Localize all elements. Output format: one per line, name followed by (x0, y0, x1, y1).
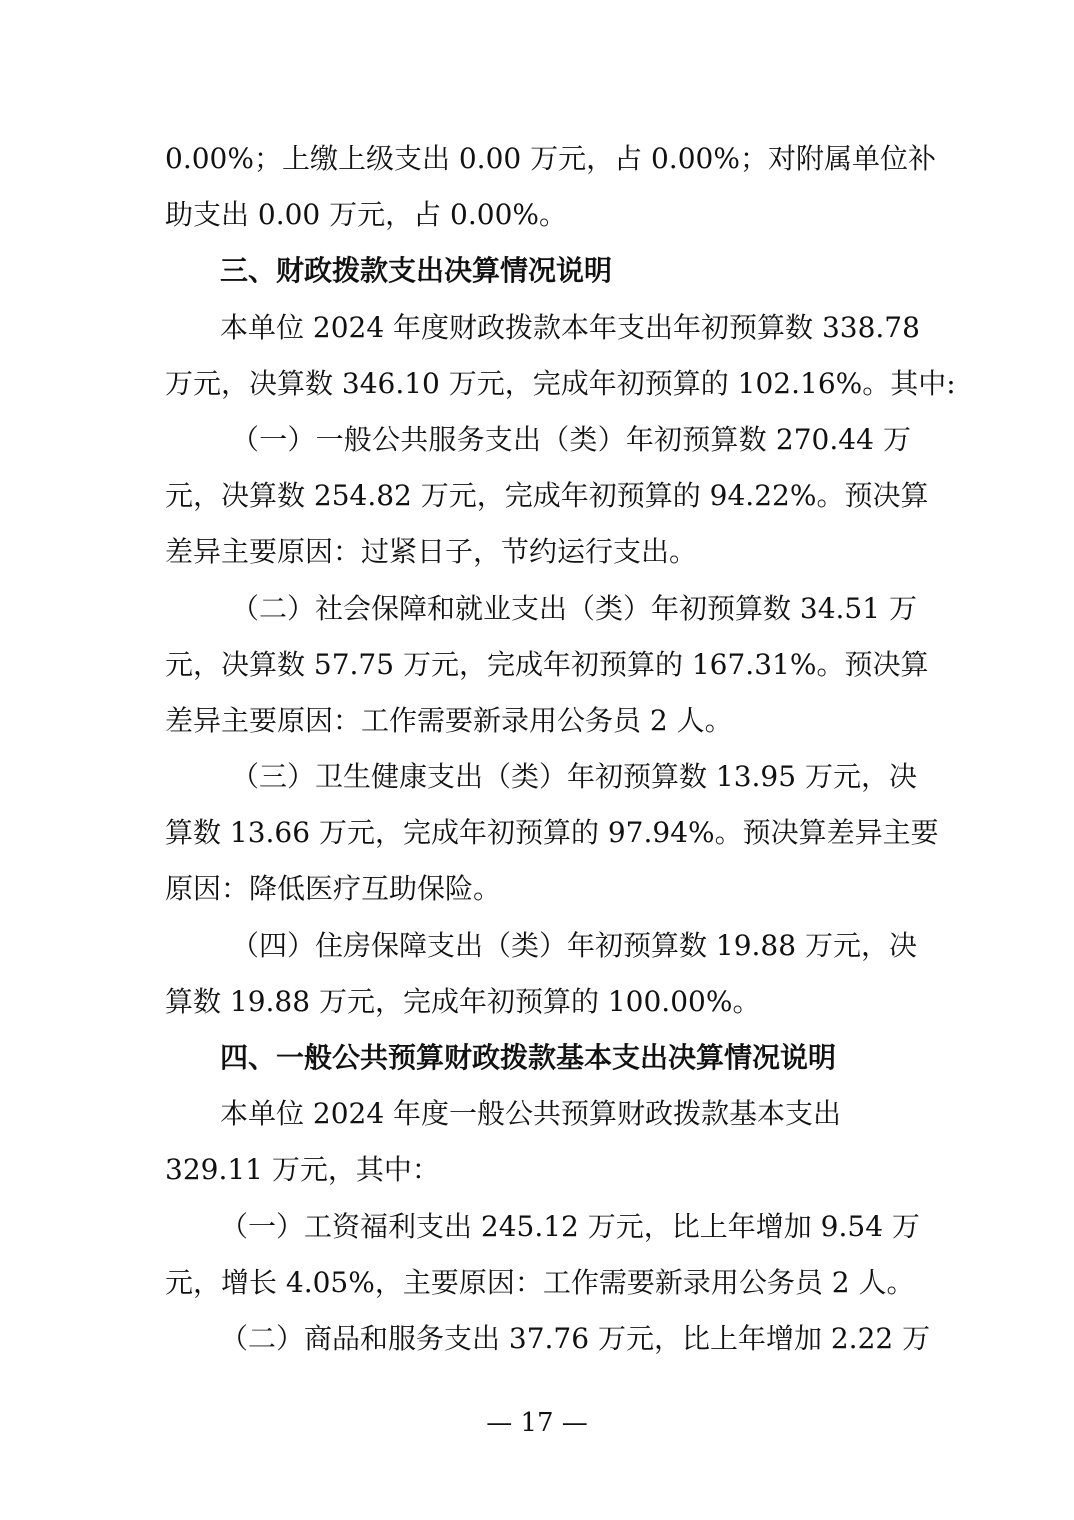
text-line: （四）住房保障支出（类）年初预算数 19.88 万元，决 (231, 928, 917, 962)
text-line: （二）商品和服务支出 37.76 万元，比上年增加 2.22 万 (220, 1321, 931, 1355)
text-line: 算数 13.66 万元，完成年初预算的 97.94%。预决算差异主要 (165, 816, 939, 850)
text-line: （三）卫生健康支出（类）年初预算数 13.95 万元，决 (231, 760, 917, 794)
text-line: 元，增长 4.05%，主要原因：工作需要新录用公务员 2 人。 (165, 1265, 915, 1299)
text-line: （一）工资福利支出 245.12 万元，比上年增加 9.54 万 (220, 1209, 920, 1243)
text-line: 原因：降低医疗互助保险。 (165, 872, 502, 906)
text-line: （二）社会保障和就业支出（类）年初预算数 34.51 万 (231, 591, 917, 625)
text-line: 本单位 2024 年度一般公共预算财政拨款基本支出 (220, 1097, 842, 1131)
document-body (165, 131, 956, 1367)
text-line: 助支出 0.00 万元，占 0.00%。 (165, 198, 567, 232)
text-line: 差异主要原因：工作需要新录用公务员 2 人。 (165, 703, 733, 737)
text-line: 万元，决算数 346.10 万元，完成年初预算的 102.16%。其中: (165, 366, 956, 400)
section-heading: 四、一般公共预算财政拨款基本支出决算情况说明 (220, 1041, 837, 1074)
text-line: 0.00%；上缴上级支出 0.00 万元，占 0.00%；对附属单位补 (165, 142, 936, 175)
text-line: 329.11 万元，其中： (165, 1153, 440, 1187)
text-line: 算数 19.88 万元，完成年初预算的 100.00%。 (165, 984, 761, 1018)
text-line: （一）一般公共服务支出（类）年初预算数 270.44 万 (231, 422, 911, 456)
text-line: 差异主要原因：过紧日子，节约运行支出。 (165, 535, 698, 569)
text-line: 本单位 2024 年度财政拨款本年支出年初预算数 338.78 (220, 310, 920, 344)
text-line: 元，决算数 254.82 万元，完成年初预算的 94.22%。预决算 (165, 479, 929, 513)
page-number: — 17 — (486, 1408, 588, 1438)
text-line: 元，决算数 57.75 万元，完成年初预算的 167.31%。预决算 (165, 647, 929, 681)
section-heading: 三、财政拨款支出决算情况说明 (220, 254, 613, 288)
